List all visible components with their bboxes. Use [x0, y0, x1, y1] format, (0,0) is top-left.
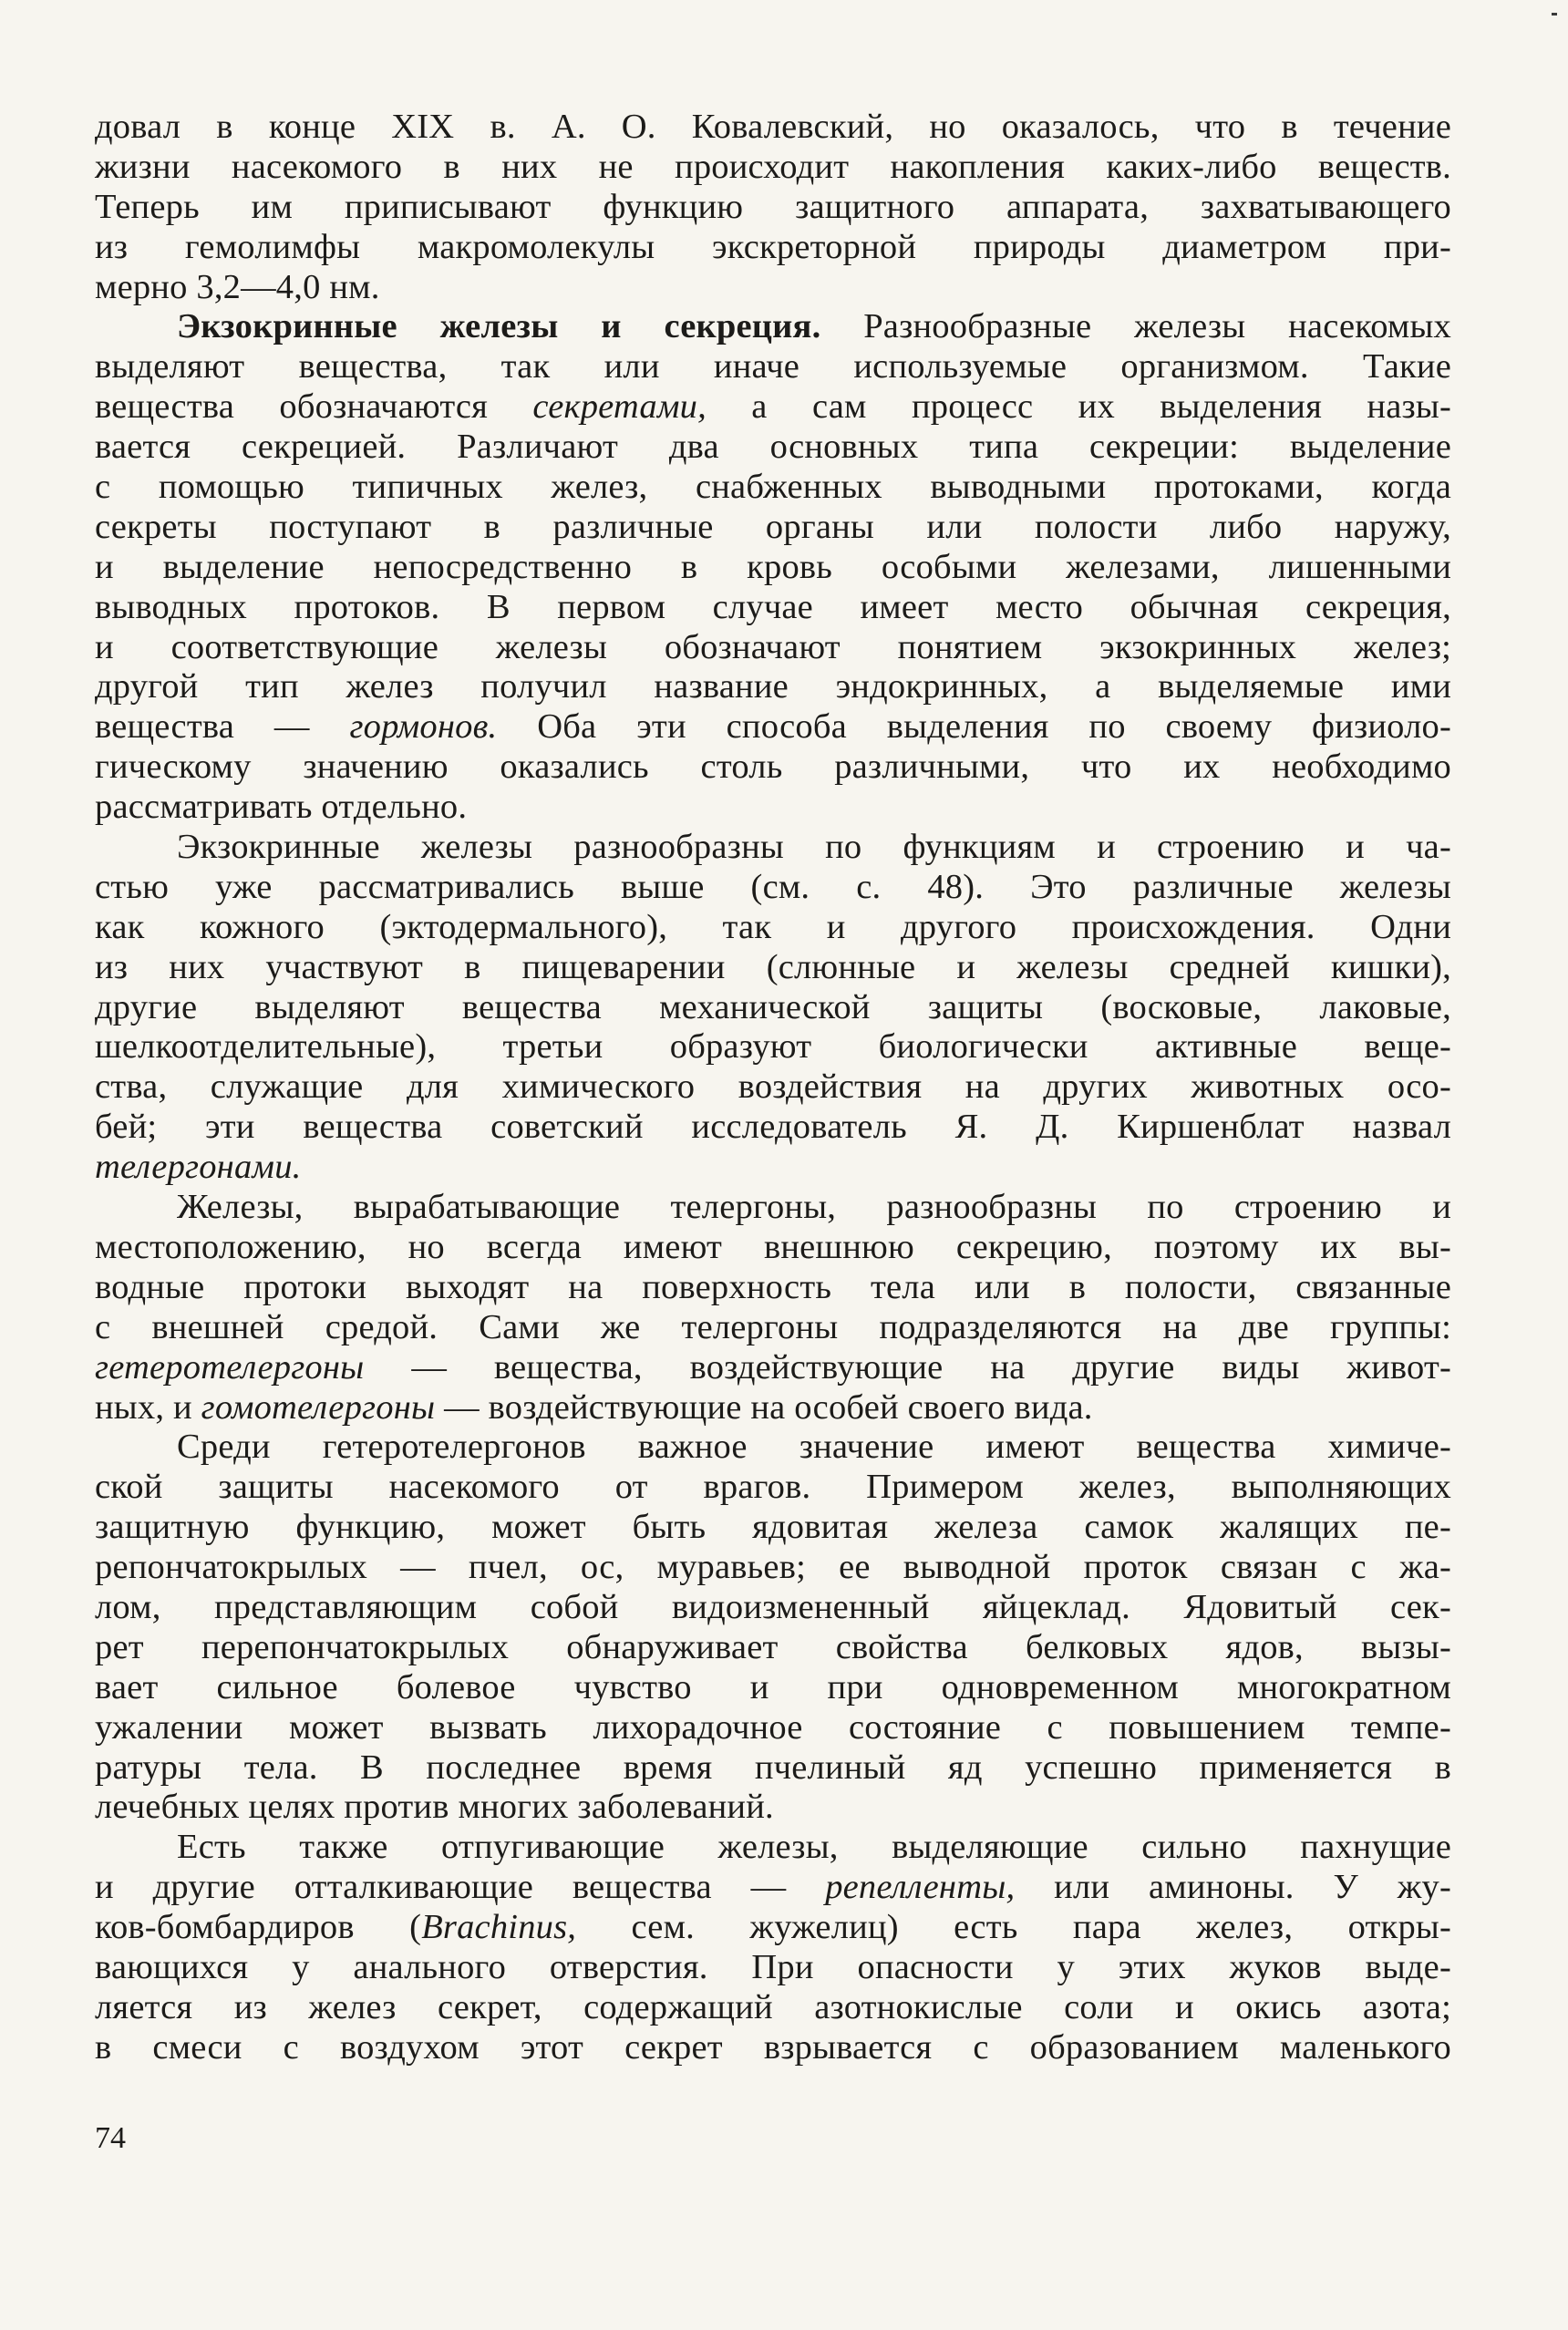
- text-line: [95, 1188, 1451, 1228]
- body-text: рет перепончатокрылых обнаруживает свойства белковых ядов, вызы-: [95, 1627, 1451, 1666]
- page-number: 74: [95, 2121, 126, 2155]
- text-line: [95, 228, 1451, 268]
- text-line: [95, 1308, 1451, 1348]
- body-text: ратуры тела. В последнее время пчелиный яд успешно применяется в: [95, 1748, 1451, 1787]
- body-text: из них участвуют в пищеварении (слюнные и железы средней кишки),: [95, 947, 1451, 986]
- text-line: [95, 428, 1451, 468]
- body-text: ужалении может вызвать лихорадочное состояние с повышением темпе-: [95, 1707, 1451, 1747]
- body-text: а сам процесс их выделения назы-: [706, 387, 1451, 427]
- body-text: ков-бомбардиров (: [95, 1908, 422, 1947]
- text-line: [95, 908, 1451, 948]
- body-text: секреты поступают в различные органы или полости либо наружу,: [95, 507, 1451, 546]
- body-text: — вещества, воздействующие на другие виды живот-: [364, 1347, 1451, 1387]
- body-text: водные протоки выходят на поверхность тела или в полости, связанные: [95, 1267, 1451, 1306]
- text-line: [95, 148, 1451, 188]
- body-text: ляется из желез секрет, содержащий азотнокислые соли и окись азота;: [95, 1987, 1451, 2026]
- italic-term-text: секретами,: [532, 387, 707, 427]
- body-text: жизни насекомого в них не происходит накопления каких-либо веществ.: [95, 147, 1451, 186]
- body-text: ской защиты насекомого от врагов. Примером желез, выполняющих: [95, 1468, 1451, 1507]
- body-text: лечебных целях против многих заболеваний.: [95, 1788, 774, 1827]
- text-line: [95, 1268, 1451, 1308]
- body-text: с помощью типичных желез, снабженных выводными протоками, когда: [95, 468, 1451, 507]
- body-text: стью уже рассматривались выше (см. с. 48). Это различные железы: [95, 867, 1451, 906]
- text-line: [95, 347, 1451, 387]
- body-text: рассматривать отдельно.: [95, 788, 468, 827]
- body-text: выводных протоков. В первом случае имеет место обычная секреция,: [95, 587, 1451, 626]
- body-text: и другие отталкивающие вещества —: [95, 1868, 826, 1907]
- text-line: [95, 1428, 1451, 1468]
- body-text: в смеси с воздухом этот секрет взрывается с образованием маленького: [95, 2027, 1451, 2067]
- italic-term-text: репелленты,: [825, 1868, 1016, 1907]
- text-line: [95, 1988, 1451, 2028]
- text-line: [95, 1468, 1451, 1508]
- body-text: вающихся у анального отверстия. При опасности у этих жуков выде-: [95, 1947, 1451, 1986]
- body-text: мерно 3,2—4,0 нм.: [95, 267, 380, 306]
- text-line: [95, 788, 1451, 828]
- body-text: вещества —: [95, 707, 350, 747]
- body-text: защитную функцию, может быть ядовитая железа самок жалящих пе-: [95, 1508, 1451, 1547]
- text-line: [95, 268, 1451, 308]
- text-line: [95, 1148, 1451, 1188]
- body-text: шелкоотделительные), третьи образуют биологически активные веще-: [95, 1027, 1451, 1067]
- text-line: [95, 1908, 1451, 1948]
- body-text: довал в конце XIX в. А. О. Ковалевский, но оказалось, что в течение: [95, 108, 1451, 146]
- body-text: местоположению, но всегда имеют внешнюю секрецию, поэтому их вы-: [95, 1227, 1451, 1266]
- italic-term-text: Brachinus,: [421, 1908, 577, 1947]
- italic-term-text: гомотелергоны: [201, 1387, 436, 1427]
- text-line: [95, 667, 1451, 707]
- body-text: сем. жужелиц) есть пара желез, откры-: [576, 1908, 1451, 1947]
- body-text: бей; эти вещества советский исследователь Я. Д. Киршенблат назвал: [95, 1108, 1451, 1147]
- body-text: выделяют вещества, так или иначе используемые организмом. Такие: [95, 347, 1451, 387]
- body-text: репончатокрылых — пчел, ос, муравьев; ее выводной проток связан с жа-: [95, 1548, 1451, 1587]
- text-line: [95, 1228, 1451, 1268]
- body-text: Среди гетеротелергонов важное значение имеют вещества химиче-: [177, 1428, 1451, 1467]
- text-line: [95, 1948, 1451, 1988]
- text-line: [95, 1588, 1451, 1628]
- text-line: [95, 1868, 1451, 1908]
- text-line: [95, 948, 1451, 988]
- text-line: [95, 2028, 1451, 2068]
- body-text: — воздействующие на особей своего вида.: [435, 1387, 1093, 1427]
- text-line: [95, 588, 1451, 628]
- body-text: Есть также отпугивающие железы, выделяющие сильно пахнущие: [177, 1828, 1451, 1867]
- text-line: [95, 468, 1451, 508]
- body-text: гическому значению оказались столь различными, что их необходимо: [95, 747, 1451, 787]
- body-text: и выделение непосредственно в кровь особыми железами, лишенными: [95, 547, 1451, 586]
- text-line: [95, 1067, 1451, 1108]
- bold-heading-text: Экзокринные железы и секреция.: [177, 307, 821, 346]
- text-line: [95, 1548, 1451, 1588]
- text-line: [95, 1748, 1451, 1789]
- body-text: другие выделяют вещества механической защиты (восковые, лаковые,: [95, 987, 1451, 1026]
- text-line: [95, 1108, 1451, 1148]
- text-line: [95, 1788, 1451, 1828]
- body-text: другой тип желез получил название эндокринных, а выделяемые ими: [95, 667, 1451, 706]
- body-text: и соответствующие железы обозначают понятием экзокринных желез;: [95, 627, 1451, 666]
- text-line: [95, 1628, 1451, 1668]
- text-line: [95, 387, 1451, 428]
- body-text: Разнообразные железы насекомых: [820, 307, 1451, 346]
- text-line: [95, 548, 1451, 588]
- body-text: как кожного (эктодермального), так и другого происхождения. Одни: [95, 907, 1451, 946]
- body-text: Оба эти способа выделения по своему физиоло-: [497, 707, 1452, 747]
- text-line: [95, 1668, 1451, 1708]
- body-text: или аминоны. У жу-: [1015, 1868, 1452, 1907]
- text-line: [95, 1508, 1451, 1548]
- italic-term-text: гормонов.: [349, 707, 498, 747]
- body-text: вает сильное болевое чувство и при одновременном многократном: [95, 1667, 1451, 1706]
- text-line: [95, 1828, 1451, 1868]
- text-line: [95, 1027, 1451, 1067]
- text-line: [95, 508, 1451, 548]
- body-text: Экзокринные железы разнообразны по функциям и строению и ча-: [177, 828, 1451, 867]
- text-line: [95, 707, 1451, 747]
- text-line: [95, 1388, 1451, 1428]
- body-text: из гемолимфы макромолекулы экскреторной природы диаметром при-: [95, 227, 1451, 266]
- scan-edge-mark: [1552, 13, 1557, 15]
- text-line: [95, 1708, 1451, 1748]
- text-line: [95, 828, 1451, 868]
- text-line: [95, 108, 1451, 148]
- body-text: вещества обозначаются: [95, 387, 533, 427]
- text-line: [95, 988, 1451, 1028]
- text-line: [95, 307, 1451, 347]
- body-text: вается секрецией. Различают два основных типа секреции: выделение: [95, 428, 1451, 467]
- body-text: Теперь им приписывают функцию защитного аппарата, захватывающего: [95, 187, 1451, 226]
- text-line: [95, 628, 1451, 668]
- body-text: с внешней средой. Сами же телергоны подразделяются на две группы:: [95, 1307, 1451, 1346]
- text-line: [95, 868, 1451, 908]
- text-line: [95, 747, 1451, 788]
- italic-term-text: гетеротелергоны: [95, 1347, 365, 1387]
- body-text: ных, и: [95, 1387, 201, 1427]
- body-text: ства, служащие для химического воздействия на других животных осо-: [95, 1067, 1451, 1107]
- body-text: Железы, вырабатывающие телергоны, разнообразны по строению и: [177, 1188, 1451, 1227]
- text-line: [95, 1348, 1451, 1388]
- body-text: лом, представляющим собой видоизмененный яйцеклад. Ядовитый сек-: [95, 1587, 1451, 1626]
- text-line: [95, 188, 1451, 228]
- italic-term-text: телергонами.: [95, 1148, 302, 1187]
- page-body: [95, 108, 1451, 2068]
